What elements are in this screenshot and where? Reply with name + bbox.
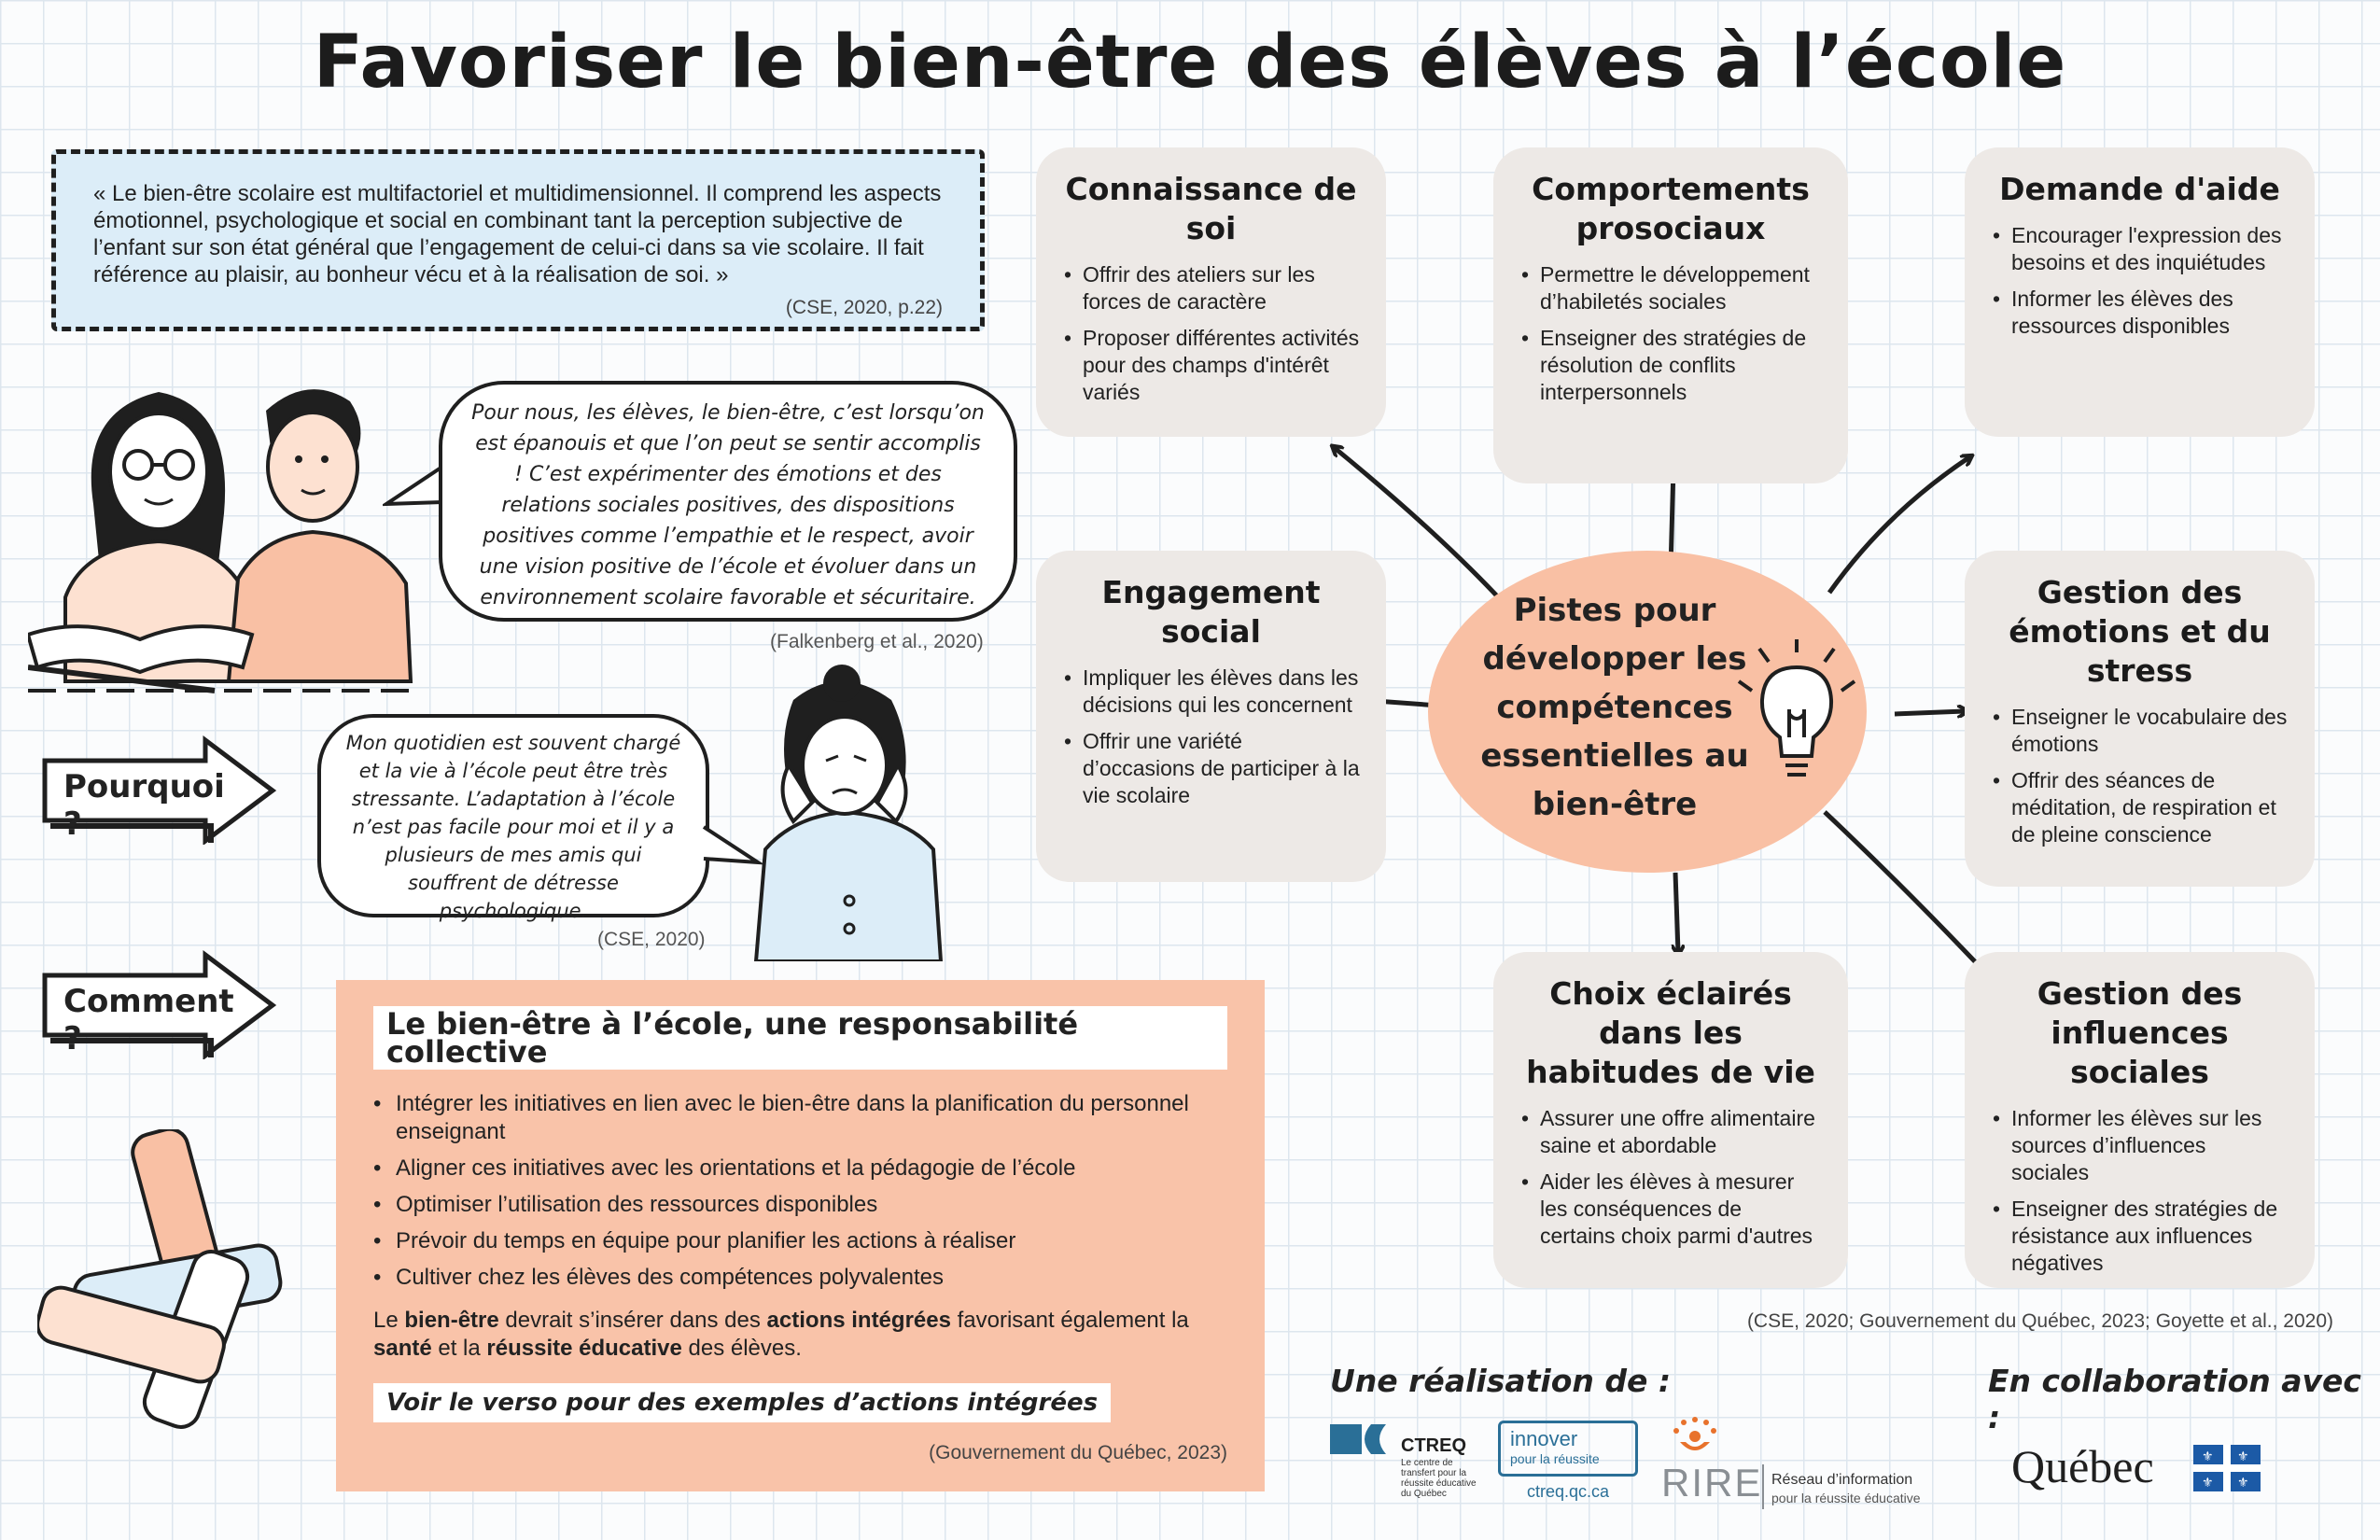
list-item: • Enseigner le vocabulaire des émotions [1991, 704, 2289, 758]
list-item: • Encourager l'expression des besoins et des inquiétudes [1991, 222, 2289, 276]
list-item: • Permettre le développement d’habiletés sociales [1519, 261, 1822, 315]
list-item: • Intégrer les initiatives en lien avec le bien-être dans la planification du personnel enseignant [373, 1090, 1227, 1146]
pourquoi-label: Pourquoi ? [63, 768, 225, 843]
quote-box [51, 149, 985, 331]
list-item: • Impliquer les élèves dans les décisions qui les concernent [1062, 665, 1360, 719]
quebec-flag-icon [2193, 1445, 2261, 1491]
list-item: • Prévoir du temps en équipe pour planifier les actions à réaliser [373, 1227, 1227, 1255]
list-item: • Aider les élèves à mesurer les conséquences de certains choix parmi d'autres [1519, 1169, 1822, 1250]
pourquoi-arrow [37, 733, 280, 845]
list-item: • Offrir des séances de méditation, de respiration et de pleine conscience [1991, 767, 2289, 848]
quebec-logo [2011, 1439, 2263, 1495]
ctreq-name: CTREQ [1401, 1435, 1466, 1456]
rire-divider [1762, 1464, 1764, 1509]
svg-text:⚜: ⚜ [2202, 1475, 2214, 1490]
card-title: Demande d'aide [1999, 171, 2280, 207]
card-title: Choix éclairés dans les habitudes de vie [1526, 975, 1815, 1090]
card-title: Comportements prosociaux [1532, 171, 1810, 246]
ctreq-mark-icon [1330, 1421, 1395, 1458]
comment-arrow [37, 947, 280, 1059]
svg-text:⚜: ⚜ [2202, 1449, 2214, 1463]
collaboration-label: En collaboration avec : [1988, 1363, 2361, 1435]
bubble1-citation: (Falkenberg et al., 2020) [770, 631, 984, 652]
ctreq-url: ctreq.qc.ca [1526, 1482, 1610, 1501]
student-speech-bubble-1: Pour nous, les élèves, le bien-être, c’est lorsqu’on est épanouis et que l’on peut se sentir accomplis ! C’est expérimenter des émotions et des relations sociales positives, des dispositions positives comme l’empathie et le respect, avoir une vision positive de l’école et évoluer dans un environnement scolaire favorable et sécuritaire. [439, 381, 1017, 622]
ctreq-subtitle: Le centre de transfert pour la réussite éducative du Québec [1401, 1458, 1477, 1499]
rire-subtitle-2: pour la réussite éducative [1771, 1491, 1921, 1505]
student-speech-bubble-2: Mon quotidien est souvent chargé et la vie à l’école peut être très stressante. L’adaptation à l’école n’est pas facile pour moi et il y a plusieurs de mes amis qui souffrent de détresse psychologique. [317, 714, 709, 917]
list-item: • Aligner ces initiatives avec les orientations et la pédagogie de l’école [373, 1155, 1227, 1183]
card-comportements-prosociaux [1493, 147, 1848, 483]
list-item: • Enseigner des stratégies de résistance aux influences négatives [1991, 1196, 2289, 1277]
card-gestion-emotions [1965, 551, 2315, 887]
card-gestion-influences [1965, 952, 2315, 1288]
card-title: Connaissance de soi [1065, 171, 1357, 246]
list-item: • Proposer différentes activités pour des champs d'intérêt variés [1062, 325, 1360, 406]
rire-subtitle-1: Réseau d’information [1771, 1472, 1913, 1488]
collective-responsibility-box [336, 980, 1265, 1491]
ctreq-logo [1330, 1421, 1489, 1505]
list-item: • Offrir des ateliers sur les forces de caractère [1062, 261, 1360, 315]
center-title: Pistes pour développer les compétences essentielles au bien-être [1480, 592, 1749, 823]
list-item: • Assurer une offre alimentaire saine et abordable [1519, 1105, 1822, 1159]
page-title: Favoriser le bien-être des élèves à l’école [313, 21, 2067, 105]
realisation-label: Une réalisation de : [1330, 1363, 1672, 1399]
collective-note: Le bien-être devrait s’insérer dans des actions intégrées favorisant également la santé et la réussite éducative des élèves. [373, 1308, 1189, 1361]
list-item: • Enseigner des stratégies de résolution de conflits interpersonnels [1519, 325, 1822, 406]
card-connaissance-de-soi [1036, 147, 1386, 437]
rire-logo [1661, 1414, 1932, 1517]
innover-sub: pour la réussite [1510, 1451, 1600, 1466]
svg-text:⚜: ⚜ [2237, 1449, 2249, 1463]
list-item: • Informer les élèves des ressources disponibles [1991, 286, 2289, 340]
card-title: Engagement social [1101, 574, 1321, 650]
quebec-wordmark: Québec [2011, 1440, 2154, 1492]
sources-citation: (CSE, 2020; Gouvernement du Québec, 2023; Goyette et al., 2020) [1746, 1310, 2333, 1332]
verso-callout: Voir le verso pour des exemples d’actions intégrées [373, 1383, 1111, 1422]
list-item: • Informer les élèves sur les sources d’influences sociales [1991, 1105, 2289, 1186]
rire-name: RIRE [1661, 1461, 1763, 1505]
innover-badge [1498, 1421, 1638, 1477]
collective-citation: (Gouvernement du Québec, 2023) [929, 1442, 1227, 1463]
innover-logo [1498, 1421, 1638, 1514]
students-reading-illustration [28, 355, 429, 700]
list-item: • Cultiver chez les élèves des compétences polyvalentes [373, 1264, 1227, 1292]
card-title: Gestion des influences sociales [2037, 975, 2243, 1090]
comment-label: Comment ? [63, 983, 234, 1057]
quote-source: (CSE, 2020, p.22) [785, 297, 943, 318]
collective-title: Le bien-être à l’école, une responsabilité collective [373, 1006, 1227, 1070]
joined-hands-illustration [37, 1129, 317, 1447]
card-choix-eclaires [1493, 952, 1848, 1288]
lightbulb-icon [1731, 639, 1862, 789]
svg-text:⚜: ⚜ [2237, 1475, 2249, 1490]
innover-word: innover [1510, 1427, 1578, 1450]
card-demande-d-aide [1965, 147, 2315, 437]
stressed-student-illustration [737, 663, 952, 961]
quote-text: « Le bien-être scolaire est multifactoriel et multidimensionnel. Il comprend les aspects émotionnel, psychologique et social en combinant tant la perception subjective de l’enfant sur son état général que l’engagement de celui-ci dans sa vie scolaire. Il fait référence au plaisir, au bonheur vécu et à la réalisation de soi. » [93, 181, 942, 287]
collective-list [373, 1090, 1227, 1292]
card-title: Gestion des émotions et du stress [2009, 574, 2271, 689]
list-item: • Optimiser l’utilisation des ressources disponibles [373, 1191, 1227, 1219]
list-item: • Offrir une variété d’occasions de participer à la vie scolaire [1062, 728, 1360, 809]
rire-person-icon [1667, 1414, 1723, 1463]
card-engagement-social [1036, 551, 1386, 882]
bubble2-citation: (CSE, 2020) [597, 929, 706, 950]
